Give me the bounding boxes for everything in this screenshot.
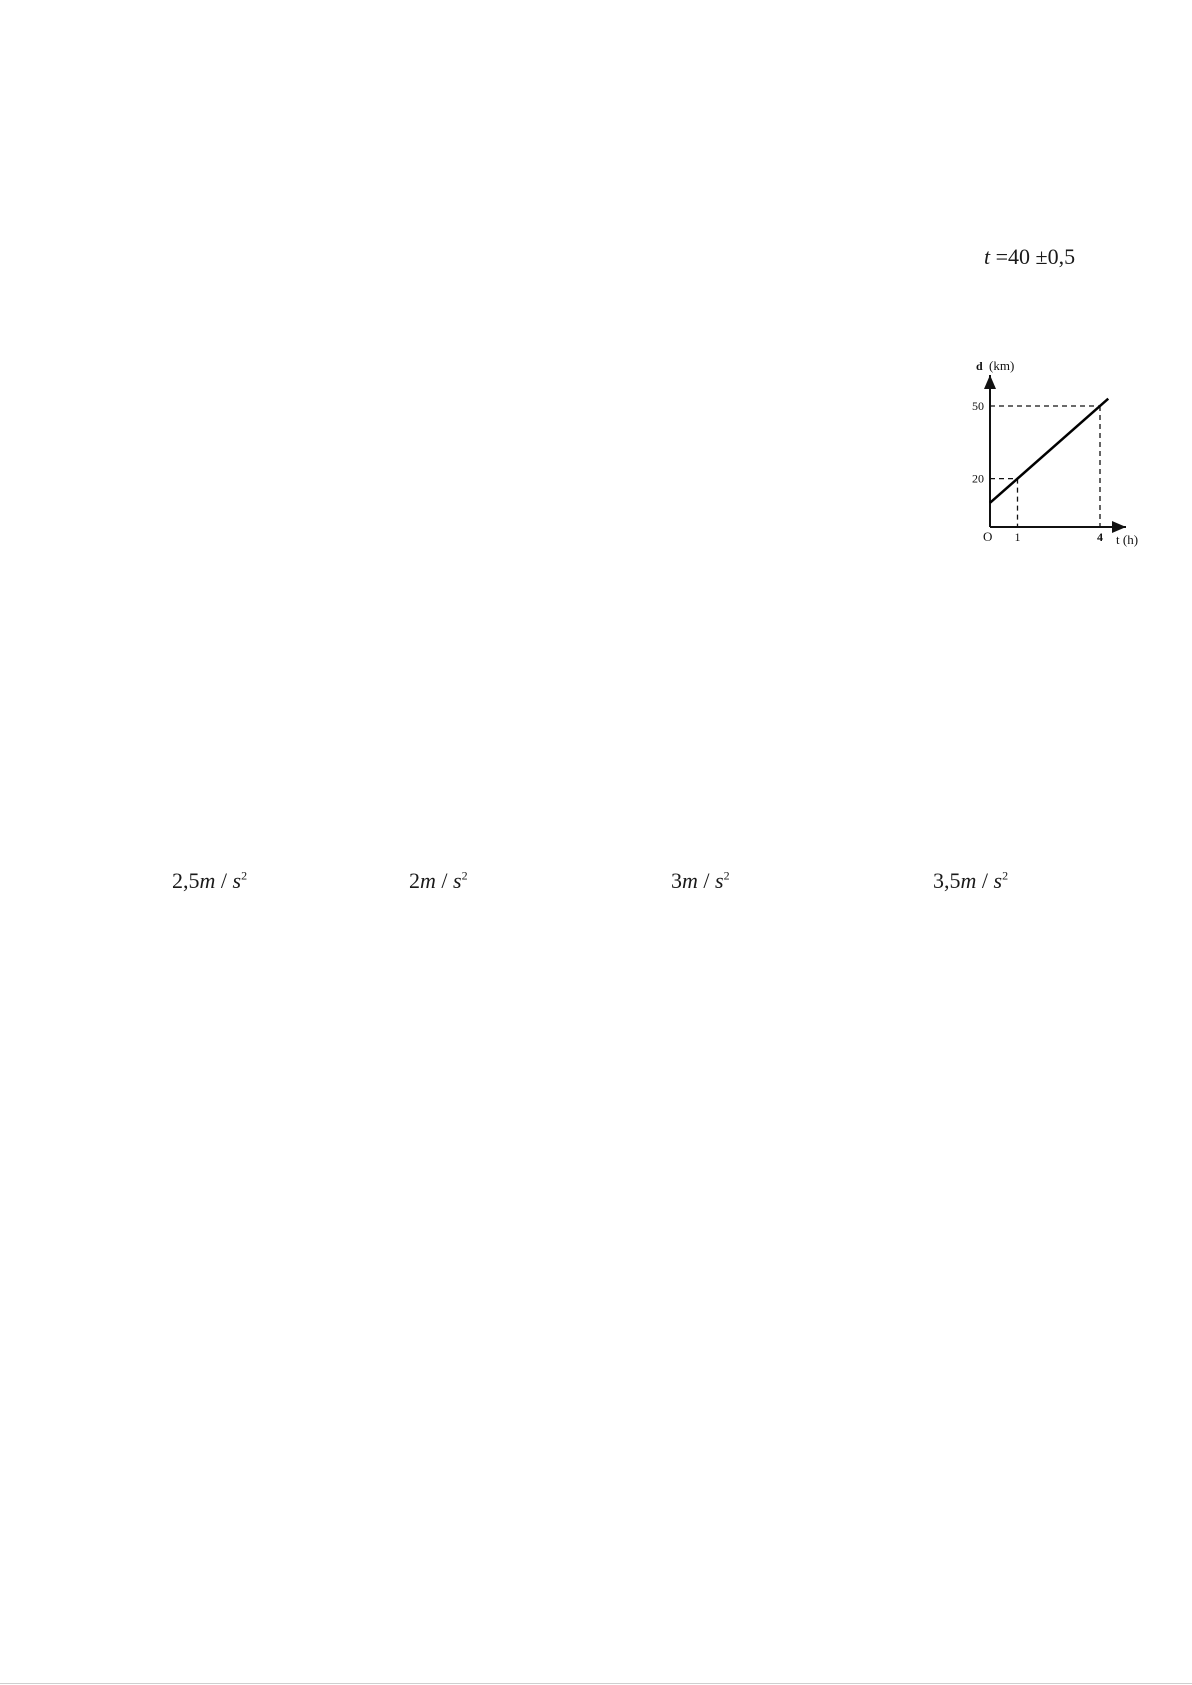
option-a-slash: / — [220, 868, 228, 893]
x-tick-label-1: 4 — [1097, 530, 1103, 544]
option-c-unit-m: m — [682, 868, 698, 893]
equation-value: =40 ±0,5 — [995, 244, 1076, 269]
y-tick-label-1: 50 — [972, 399, 984, 413]
equation-variable: t — [984, 244, 991, 269]
y-axis-unit: (km) — [989, 358, 1015, 373]
option-c — [671, 868, 730, 894]
option-d — [933, 868, 1008, 894]
option-a-value: 2,5 — [172, 868, 200, 893]
y-tick-label-0: 20 — [972, 471, 984, 486]
option-b-slash: / — [441, 868, 448, 893]
option-a — [172, 868, 247, 894]
option-b-exponent: 2 — [461, 868, 468, 883]
option-d-exponent: 2 — [1002, 868, 1009, 883]
option-c-exponent: 2 — [723, 868, 730, 883]
equation-t — [984, 244, 1075, 270]
x-axis-label: t (h) — [1116, 532, 1139, 547]
option-d-unit-m: m — [960, 868, 977, 893]
option-b-unit-s: s — [453, 868, 462, 893]
origin-label: O — [983, 529, 993, 544]
option-a-exponent: 2 — [241, 868, 248, 883]
option-d-unit-s: s — [993, 868, 1003, 893]
y-axis-variable: d — [976, 359, 983, 373]
option-c-unit-s: s — [715, 868, 724, 893]
option-d-slash: / — [981, 868, 989, 893]
option-b-value: 2 — [409, 868, 420, 893]
distance-line — [990, 399, 1108, 503]
option-b-unit-m: m — [420, 868, 436, 893]
option-d-value: 3,5 — [933, 868, 961, 893]
option-c-value: 3 — [671, 868, 682, 893]
x-tick-label-0: 1 — [1014, 530, 1021, 544]
option-a-unit-s: s — [232, 868, 242, 893]
option-b — [409, 868, 468, 894]
distance-time-graph — [970, 355, 1145, 550]
option-c-slash: / — [703, 868, 710, 893]
option-a-unit-m: m — [199, 868, 216, 893]
page-footer-line — [0, 1683, 1192, 1684]
